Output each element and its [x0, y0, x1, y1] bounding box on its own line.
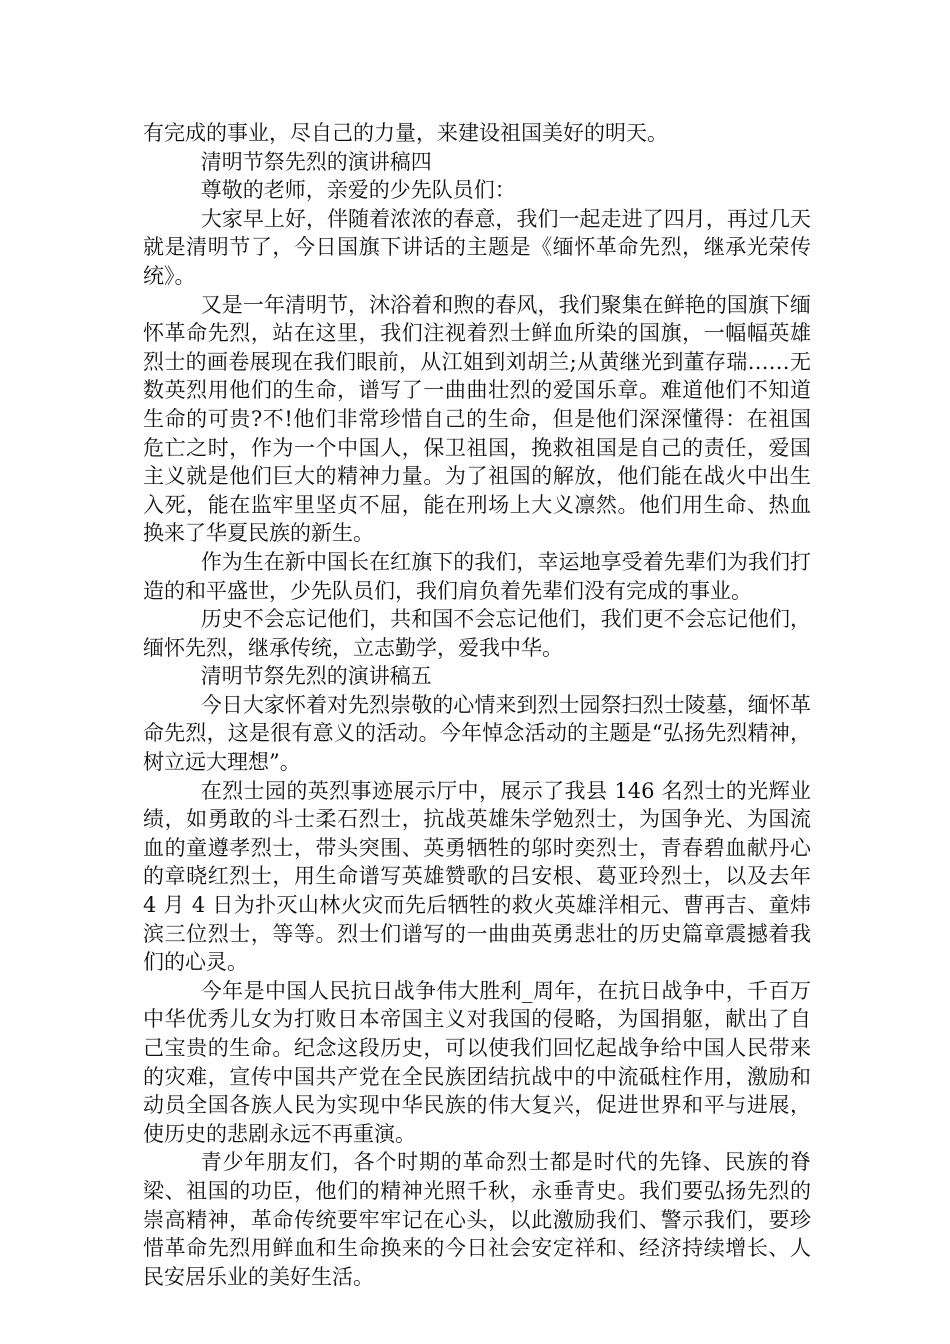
paragraph: 历史不会忘记他们，共和国不会忘记他们，我们更不会忘记他们，缅怀先烈，继承传统，立志勤学，爱我中华。 [143, 607, 811, 660]
paragraph: 在烈士园的英烈事迹展示厅中，展示了我县 146 名烈士的光辉业绩，如勇敢的斗士柔石烈士，抗战英雄朱学勉烈士，为国争光、为国流血的童遵孝烈士，带头突围、英勇牺牲的邬时奕烈士，青春碧血献丹心的章晓红烈士，用生命谱写英雄赞歌的吕安根、葛亚玲烈士，以及去年 4 月 4 日为扑灭山林火灾而先后牺牲的救火英雄洋相元、曹再吉、童炜滨三位烈士，等等。烈士们谱写的一曲曲英勇悲壮的历史篇章震撼着我们的心灵。 [143, 778, 811, 975]
speech-title-four: 清明节祭先烈的演讲稿四 [200, 149, 432, 174]
paragraph: 又是一年清明节，沐浴着和煦的春风，我们聚集在鲜艳的国旗下缅怀革命先烈，站在这里，我们注视着烈士鲜血所染的国旗，一幅幅英雄烈士的画卷展现在我们眼前，从江姐到刘胡兰;从黄继光到董存瑞……无数英烈用他们的生命，谱写了一曲曲壮烈的爱国乐章。难道他们不知道生命的可贵?不!他们非常珍惜自己的生命，但是他们深深懂得：在祖国危亡之时，作为一个中国人，保卫祖国，挽救祖国是自己的责任，爱国主义就是他们巨大的精神力量。为了祖国的解放，他们能在战火中出生入死，能在监牢里坚贞不屈，能在刑场上大义凛然。他们用生命、热血换来了华夏民族的新生。 [143, 292, 811, 546]
paragraph-continuation: 有完成的事业，尽自己的力量，来建设祖国美好的明天。 [143, 121, 668, 145]
salutation: 尊敬的老师，亲爱的少先队员们： [200, 178, 516, 203]
speech-title-five: 清明节祭先烈的演讲稿五 [200, 664, 432, 689]
paragraph: 大家早上好，伴随着浓浓的春意，我们一起走进了四月，再过几天就是清明节了，今日国旗下讲话的主题是《缅怀革命先烈，继承光荣传统》。 [143, 206, 811, 288]
paragraph: 青少年朋友们，各个时期的革命烈士都是时代的先锋、民族的脊梁、祖国的功臣，他们的精神光照千秋，永垂青史。我们要弘扬先烈的崇高精神，革命传统要牢牢记在心头，以此激励我们、警示我们，要珍惜革命先烈用鲜血和生命换来的今日社会安定祥和、经济持续增长、人民安居乐业的美好生活。 [143, 1150, 811, 1289]
paragraph: 今日大家怀着对先烈崇敬的心情来到烈士园祭扫烈士陵墓，缅怀革命先烈，这是很有意义的活动。今年悼念活动的主题是“弘扬先烈精神，树立远大理想”。 [143, 692, 811, 775]
paragraph: 今年是中国人民抗日战争伟大胜利_周年，在抗日战争中，千百万中华优秀儿女为打败日本帝国主义对我国的侵略，为国捐躯，献出了自己宝贵的生命。纪念这段历史，可以使我们回忆起战争给中国人民带来的灾难，宣传中国共产党在全民族团结抗战中的中流砥柱作用，激励和动员全国各族人民为实现中华民族的伟大复兴，促进世界和平与进展，使历史的悲剧永远不再重演。 [143, 978, 811, 1146]
document-body [143, 119, 811, 1291]
paragraph: 作为生在新中国长在红旗下的我们，幸运地享受着先辈们为我们打造的和平盛世，少先队员们，我们肩负着先辈们没有完成的事业。 [143, 549, 811, 603]
